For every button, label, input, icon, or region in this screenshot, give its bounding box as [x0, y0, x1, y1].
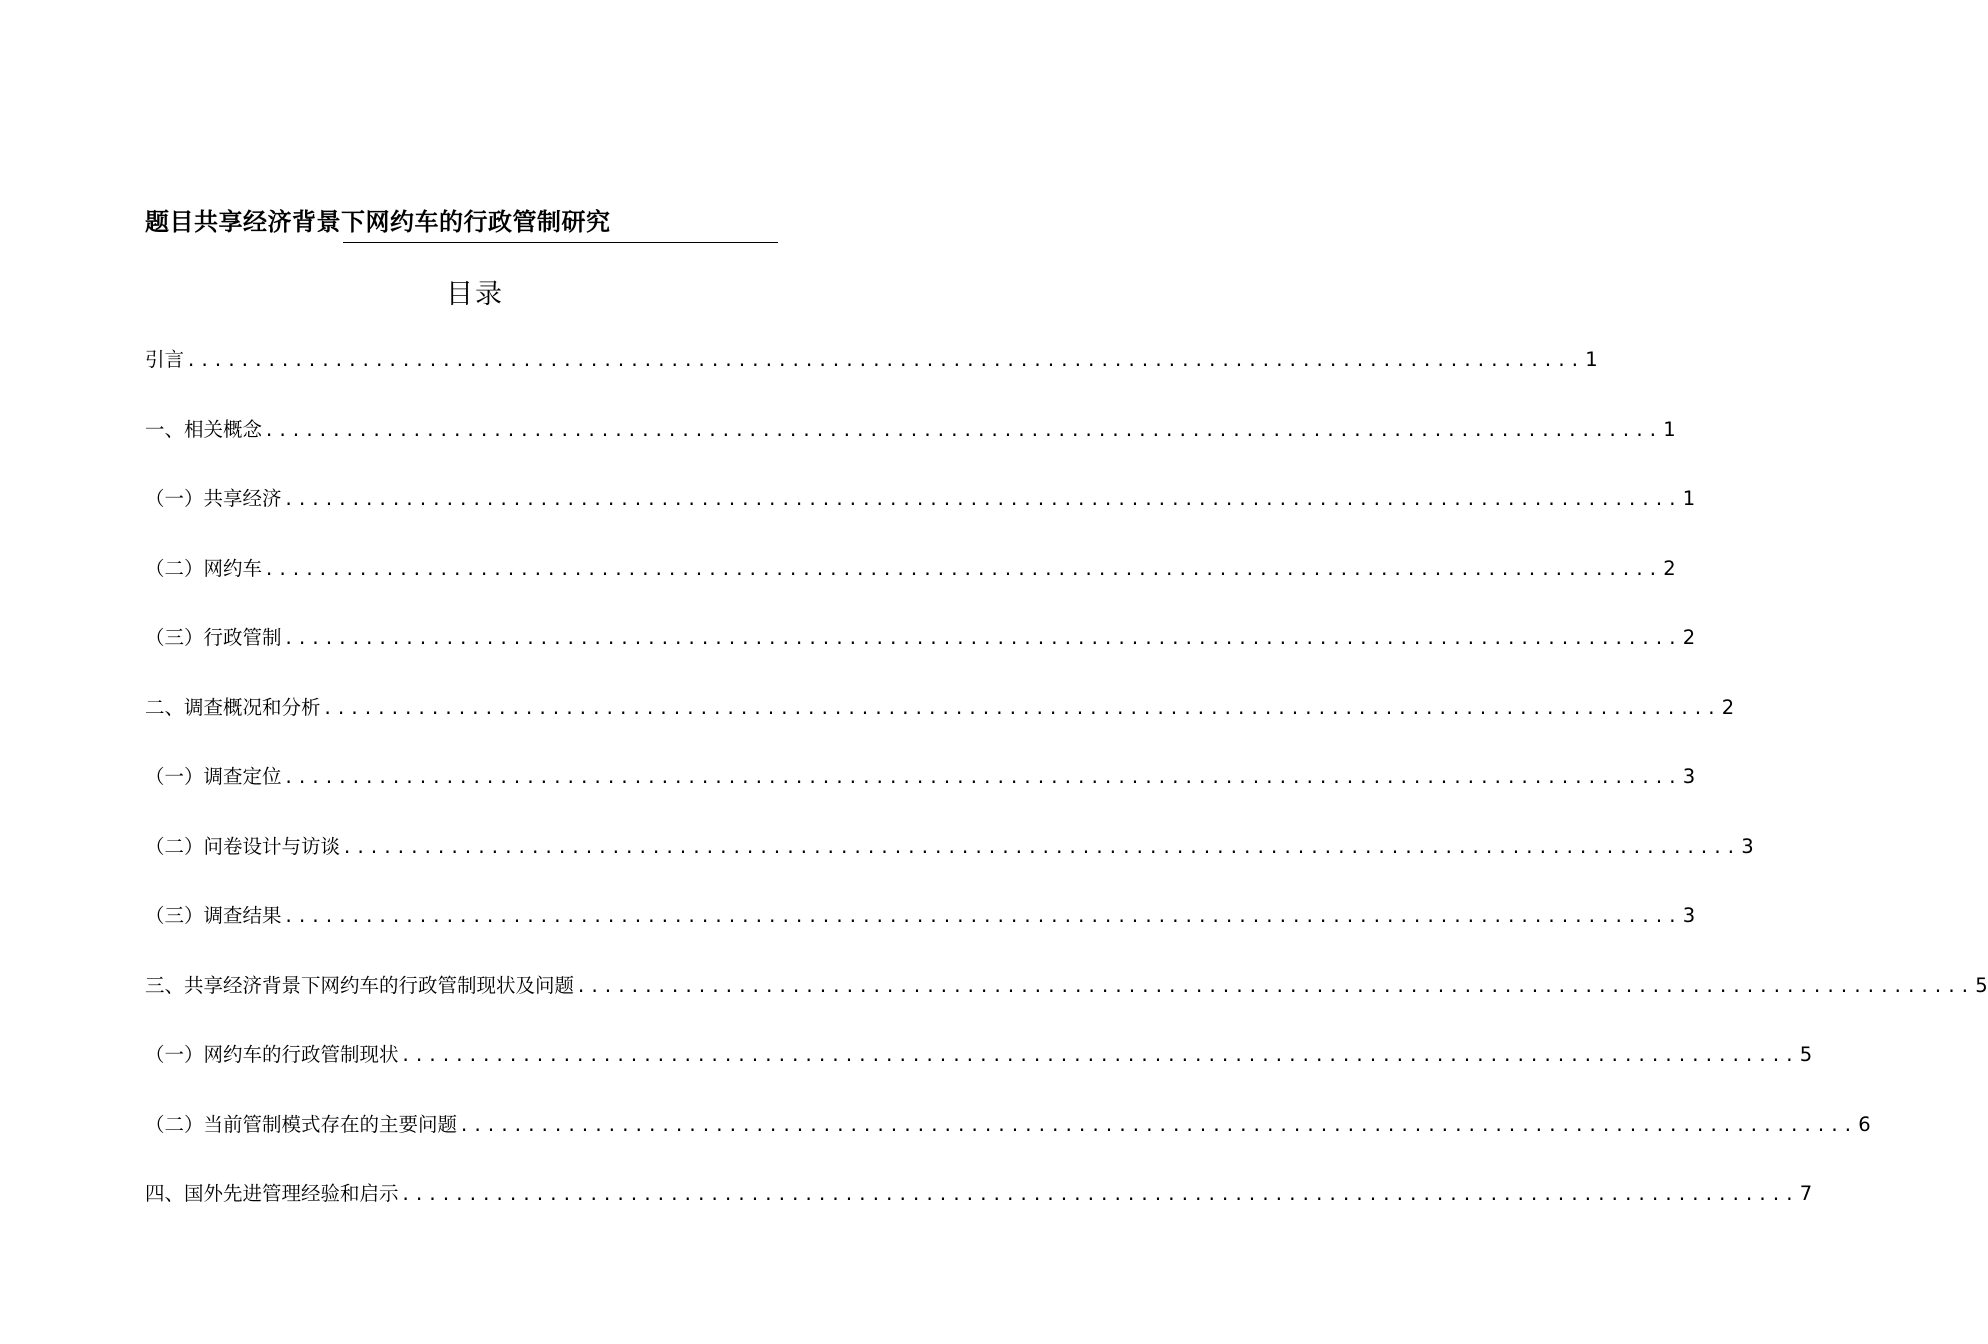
toc-entry-label: （一）共享经济	[145, 487, 282, 510]
toc-entry-page: 5	[1799, 1043, 1813, 1066]
toc-entry-section-2-3[interactable]	[145, 900, 1696, 930]
toc-entry-chapter-3[interactable]	[145, 970, 1988, 1000]
toc-entry-page: 3	[1682, 765, 1696, 788]
toc-entry-page: 3	[1682, 904, 1696, 927]
toc-entry-chapter-1[interactable]	[145, 414, 1676, 444]
toc-entry-page: 3	[1741, 835, 1754, 858]
toc-entry-label: （一）网约车的行政管制现状	[145, 1043, 399, 1066]
toc-entry-chapter-2[interactable]	[145, 692, 1735, 722]
title-underline	[343, 242, 778, 243]
toc-leader-dots: ........................................................................................................	[400, 1185, 1798, 1205]
toc-entry-label: 四、国外先进管理经验和启示	[145, 1182, 399, 1205]
toc-entry-label: （三）调查结果	[145, 904, 282, 927]
toc-entry-page: 6	[1858, 1113, 1871, 1136]
toc-entry-page: 2	[1721, 696, 1735, 719]
toc-entry-section-1-3[interactable]	[145, 622, 1696, 652]
toc-entry-label: （二）当前管制模式存在的主要问题	[145, 1113, 458, 1136]
toc-leader-dots: ........................................................................................................	[400, 1046, 1798, 1066]
toc-entry-page: 7	[1799, 1182, 1813, 1205]
toc-entry-section-3-1[interactable]	[145, 1039, 1813, 1069]
toc-leader-dots: ........................................................................................................	[342, 838, 1740, 858]
toc-entry-page: 1	[1682, 487, 1696, 510]
toc-entry-page: 2	[1682, 626, 1696, 649]
toc-entry-label: 二、调查概况和分析	[145, 696, 321, 719]
toc-entry-intro[interactable]	[145, 344, 1598, 374]
toc-entry-label: （三）行政管制	[145, 626, 282, 649]
toc-entry-section-3-2[interactable]	[145, 1109, 1871, 1139]
toc-leader-dots: ........................................................................................................	[459, 1116, 1857, 1136]
toc-entry-section-2-1[interactable]	[145, 761, 1696, 791]
toc-heading: 目录	[446, 279, 504, 310]
toc-entry-label: （二）网约车	[145, 557, 263, 580]
document-title: 题目共享经济背景下网约车的行政管制研究	[145, 208, 611, 236]
toc-entry-label: （二）问卷设计与访谈	[145, 835, 341, 858]
toc-entry-page: 2	[1663, 557, 1676, 580]
toc-entry-page: 1	[1585, 348, 1598, 371]
toc-entry-section-1-1[interactable]	[145, 483, 1696, 513]
toc-entry-section-2-2[interactable]	[145, 831, 1754, 861]
toc-entry-page: 5	[1975, 974, 1988, 997]
toc-leader-dots: ........................................................................................................	[283, 907, 1681, 927]
toc-leader-dots: ........................................................................................................	[283, 490, 1681, 510]
toc-leader-dots: ........................................................................................................	[283, 768, 1681, 788]
toc-entry-label: （一）调查定位	[145, 765, 282, 788]
toc-entry-section-1-2[interactable]	[145, 553, 1676, 583]
toc-entry-chapter-4[interactable]	[145, 1178, 1813, 1208]
toc-entry-page: 1	[1663, 418, 1676, 441]
toc-leader-dots: ........................................................................................................	[264, 421, 1662, 441]
toc-entry-label: 三、共享经济背景下网约车的行政管制现状及问题	[145, 974, 575, 997]
toc-entry-label: 一、相关概念	[145, 418, 263, 441]
toc-leader-dots: ........................................................................................................	[186, 351, 1584, 371]
toc-leader-dots: ........................................................................................................	[576, 977, 1974, 997]
toc-leader-dots: ........................................................................................................	[283, 629, 1681, 649]
toc-entry-label: 引言	[145, 348, 185, 371]
toc-leader-dots: ........................................................................................................	[264, 560, 1662, 580]
toc-leader-dots: ........................................................................................................	[322, 699, 1720, 719]
